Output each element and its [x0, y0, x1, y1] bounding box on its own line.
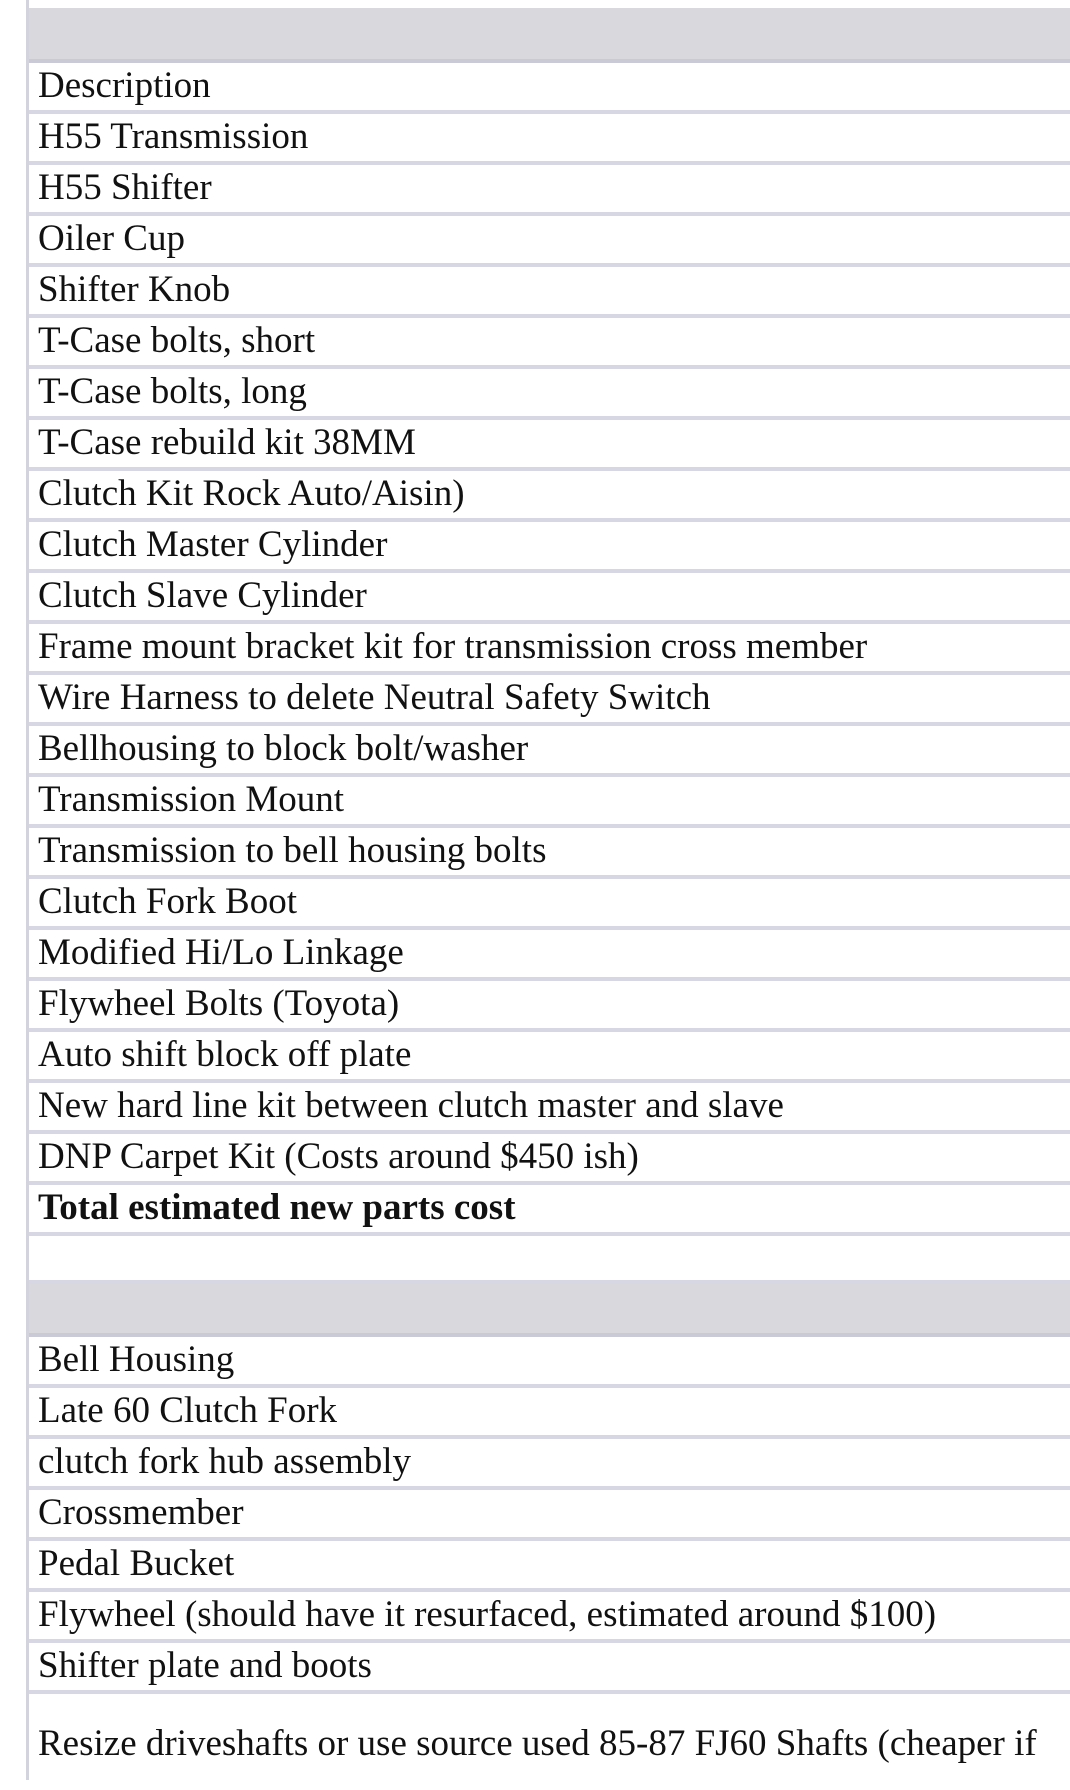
table-row[interactable] — [29, 981, 1070, 1032]
part-description: Bellhousing to block bolt/washer — [38, 728, 529, 769]
spreadsheet-rows — [29, 8, 1070, 1790]
part-description: Clutch Master Cylinder — [38, 524, 388, 565]
part-description: New hard line kit between clutch master and slave — [38, 1085, 784, 1126]
table-row[interactable] — [29, 216, 1070, 267]
section-header-new-parts[interactable] — [29, 8, 1070, 63]
part-description: Pedal Bucket — [38, 1543, 235, 1584]
table-row[interactable] — [29, 624, 1070, 675]
table-row[interactable] — [29, 879, 1070, 930]
table-row[interactable] — [29, 471, 1070, 522]
table-row[interactable] — [29, 1541, 1070, 1592]
table-row[interactable] — [29, 369, 1070, 420]
table-row[interactable] — [29, 777, 1070, 828]
part-description: T-Case rebuild kit 38MM — [38, 422, 416, 463]
spreadsheet — [26, 0, 1070, 1780]
part-description: Flywheel (should have it resurfaced, estimated around $100) — [38, 1594, 937, 1635]
section-header-used-parts[interactable] — [29, 1284, 1070, 1337]
table-row[interactable] — [29, 930, 1070, 981]
part-description: H55 Shifter — [38, 167, 212, 208]
part-description: Late 60 Clutch Fork — [38, 1390, 338, 1431]
part-description: Shifter Knob — [38, 269, 231, 310]
part-description: T-Case bolts, long — [38, 371, 307, 412]
part-description: H55 Transmission — [38, 116, 309, 157]
part-description: Clutch Slave Cylinder — [38, 575, 367, 616]
table-row[interactable] — [29, 1643, 1070, 1694]
blank-row[interactable] — [29, 1236, 1070, 1284]
total-label: Total estimated new parts cost — [38, 1187, 516, 1228]
part-description: Clutch Kit Rock Auto/Aisin) — [38, 473, 465, 514]
part-description: Crossmember — [38, 1492, 244, 1533]
table-row[interactable] — [29, 1083, 1070, 1134]
part-description: clutch fork hub assembly — [38, 1441, 411, 1482]
table-row[interactable] — [29, 114, 1070, 165]
table-row[interactable] — [29, 1388, 1070, 1439]
part-description: Clutch Fork Boot — [38, 881, 298, 922]
table-row[interactable] — [29, 1490, 1070, 1541]
table-row[interactable] — [29, 1134, 1070, 1185]
table-row[interactable] — [29, 1439, 1070, 1490]
table-row[interactable] — [29, 1694, 1070, 1790]
table-row[interactable] — [29, 165, 1070, 216]
table-row[interactable] — [29, 420, 1070, 471]
part-description: Flywheel Bolts (Toyota) — [38, 983, 400, 1024]
part-description: Auto shift block off plate — [38, 1034, 412, 1075]
table-row[interactable] — [29, 1337, 1070, 1388]
part-description: Bell Housing — [38, 1339, 235, 1380]
table-row[interactable] — [29, 573, 1070, 624]
table-row[interactable] — [29, 828, 1070, 879]
part-description: Transmission Mount — [38, 779, 345, 820]
table-row[interactable] — [29, 1032, 1070, 1083]
sheet-top-edge — [29, 0, 1070, 8]
part-description: Shifter plate and boots — [38, 1645, 372, 1686]
part-description: Modified Hi/Lo Linkage — [38, 932, 404, 973]
table-row[interactable] — [29, 675, 1070, 726]
table-row[interactable] — [29, 522, 1070, 573]
part-description: Wire Harness to delete Neutral Safety Switch — [38, 677, 711, 718]
part-description: Frame mount bracket kit for transmission cross member — [38, 626, 868, 667]
table-row[interactable] — [29, 1592, 1070, 1643]
part-description: DNP Carpet Kit (Costs around $450 ish) — [38, 1136, 639, 1177]
total-row[interactable] — [29, 1185, 1070, 1236]
part-description: Resize driveshafts or use source used 85-87 FJ60 Shafts (cheaper if — [38, 1723, 1037, 1764]
column-header-row[interactable] — [29, 63, 1070, 114]
table-row[interactable] — [29, 267, 1070, 318]
table-row[interactable] — [29, 726, 1070, 777]
column-header-description: Description — [38, 65, 211, 106]
part-description: Oiler Cup — [38, 218, 185, 259]
part-description: Transmission to bell housing bolts — [38, 830, 547, 871]
part-description: T-Case bolts, short — [38, 320, 316, 361]
table-row[interactable] — [29, 318, 1070, 369]
